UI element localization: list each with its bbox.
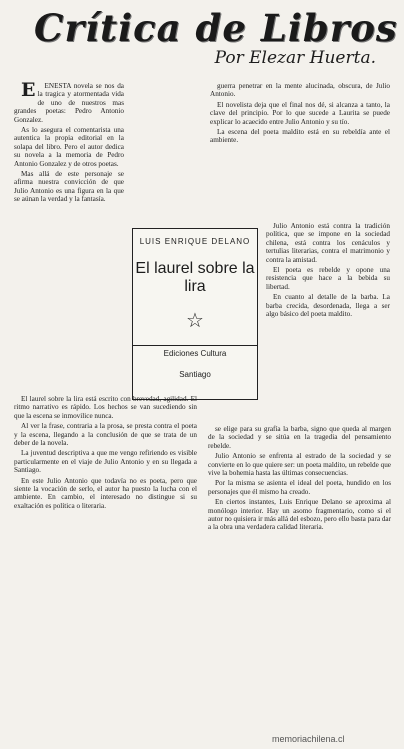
column-2-bottom [208, 425, 391, 743]
column-1-top [14, 82, 124, 365]
paragraph: Al ver la frase, contraria a la prosa, se presta contra el poeta y la escena, llegando a la conclusión de que se trata de un deber de la novela. [14, 422, 197, 448]
byline: Por Elezar Huerta. [214, 48, 376, 68]
book-cover [132, 228, 258, 400]
paragraph: El poeta es rebelde y opone una resistencia que hace a la bebida su libertad. [266, 266, 390, 291]
book-title: El laurel sobre la lira [135, 260, 255, 295]
paragraph: se elige para su grafía la barba, signo que queda al margen de la sociedad y se sitúa en la tragedia del pensamiento rebelde. [208, 425, 391, 450]
paragraph: El laurel sobre la lira está escrito con brevedad, agilidad. El ritmo narrativo es rápido. Los hechos se van sucediendo sin que la escena se inmovilice nunca. [14, 395, 197, 420]
paragraph: As lo asegura el comentarista una autentica la propia editorial en la solapa del libro. Pero el autor dedica su novela a la memoria de Pedro Antonio Gonzalez y de otros poetas. [14, 126, 124, 168]
drop-cap: E [21, 82, 36, 101]
paragraph: El novelista deja que el final nos dé, si alcanza a tanto, la clave del principio. Por lo que sucede a Laurita se puede explicar lo acaecido entre Julio Antonio y su tío. [210, 100, 390, 126]
star-icon: ☆ [186, 310, 204, 332]
book-author: LUIS ENRIQUE DELANO [139, 237, 251, 246]
paragraph: En cuanto al detalle de la barba. La barba crecida, desordenada, llega a ser algo básico del poeta maldito. [266, 293, 390, 319]
masthead [0, 0, 404, 70]
paragraph: Julio Antonio se enfrenta al estrado de la sociedad y se convierte en lo que quiere ser: un poeta maldito, un rebelde que vive la bohemia hasta las últimas consecuencias. [208, 452, 391, 478]
column-2-middle [266, 222, 390, 425]
paragraph: En ciertos instantes, Luis Enrique Delano se aproxima al monólogo interior. Hay un asomo fragmentario, como si el autor no quisiera ir más allá del esbozo, pero ello basta para dar a la obra una verdadera calidad literaria. [208, 498, 391, 532]
paragraph: guerra penetrar en la mente alucinada, obscura, de Julio Antonio. [210, 82, 390, 99]
paragraph: En este Julio Antonio que todavía no es poeta, pero que siente la vocación de serlo, el autor ha puesto la lucha con el ambiente. En cambio, el interesado no distingue si su exaltación es política o literaria. [14, 476, 197, 510]
paragraph: Julio Antonio está contra la tradición política, que se impone en la sociedad chilena, está contra los cenáculos y tertulias literarias, contra el matrimonio y contra la amistad. [266, 222, 390, 264]
paragraph: Mas allá de este personaje se afirma nuestra convicción de que Julio Antonio es una figura en la que se aúnan la verdad y la fantasía. [14, 170, 124, 204]
column-1-bottom [14, 395, 197, 743]
paragraph: La escena del poeta maldito está en su rebeldía ante el ambiente. [210, 128, 390, 145]
paragraph: E ENESTA novela se nos da la tragica y atormentada vida de uno de nuestros mas grandes poetas: Pedro Antonio Gonzalez. [14, 82, 124, 124]
paragraph: La juventud descriptiva a que me vengo refiriendo es visible particularmente en el viaje de Julio Antonio y en su llegada a Santiago. [14, 449, 197, 475]
book-publisher: Ediciones Cultura [133, 345, 257, 358]
section-title: Crítica de Libros [34, 6, 398, 50]
footer-credit: memoriachilena.cl [272, 734, 345, 744]
column-2-top [210, 82, 390, 222]
paragraph: Por la misma se asienta el ideal del poeta, hundido en los personajes que él mismo ha creado. [208, 479, 391, 496]
book-city: Santiago [179, 370, 211, 379]
